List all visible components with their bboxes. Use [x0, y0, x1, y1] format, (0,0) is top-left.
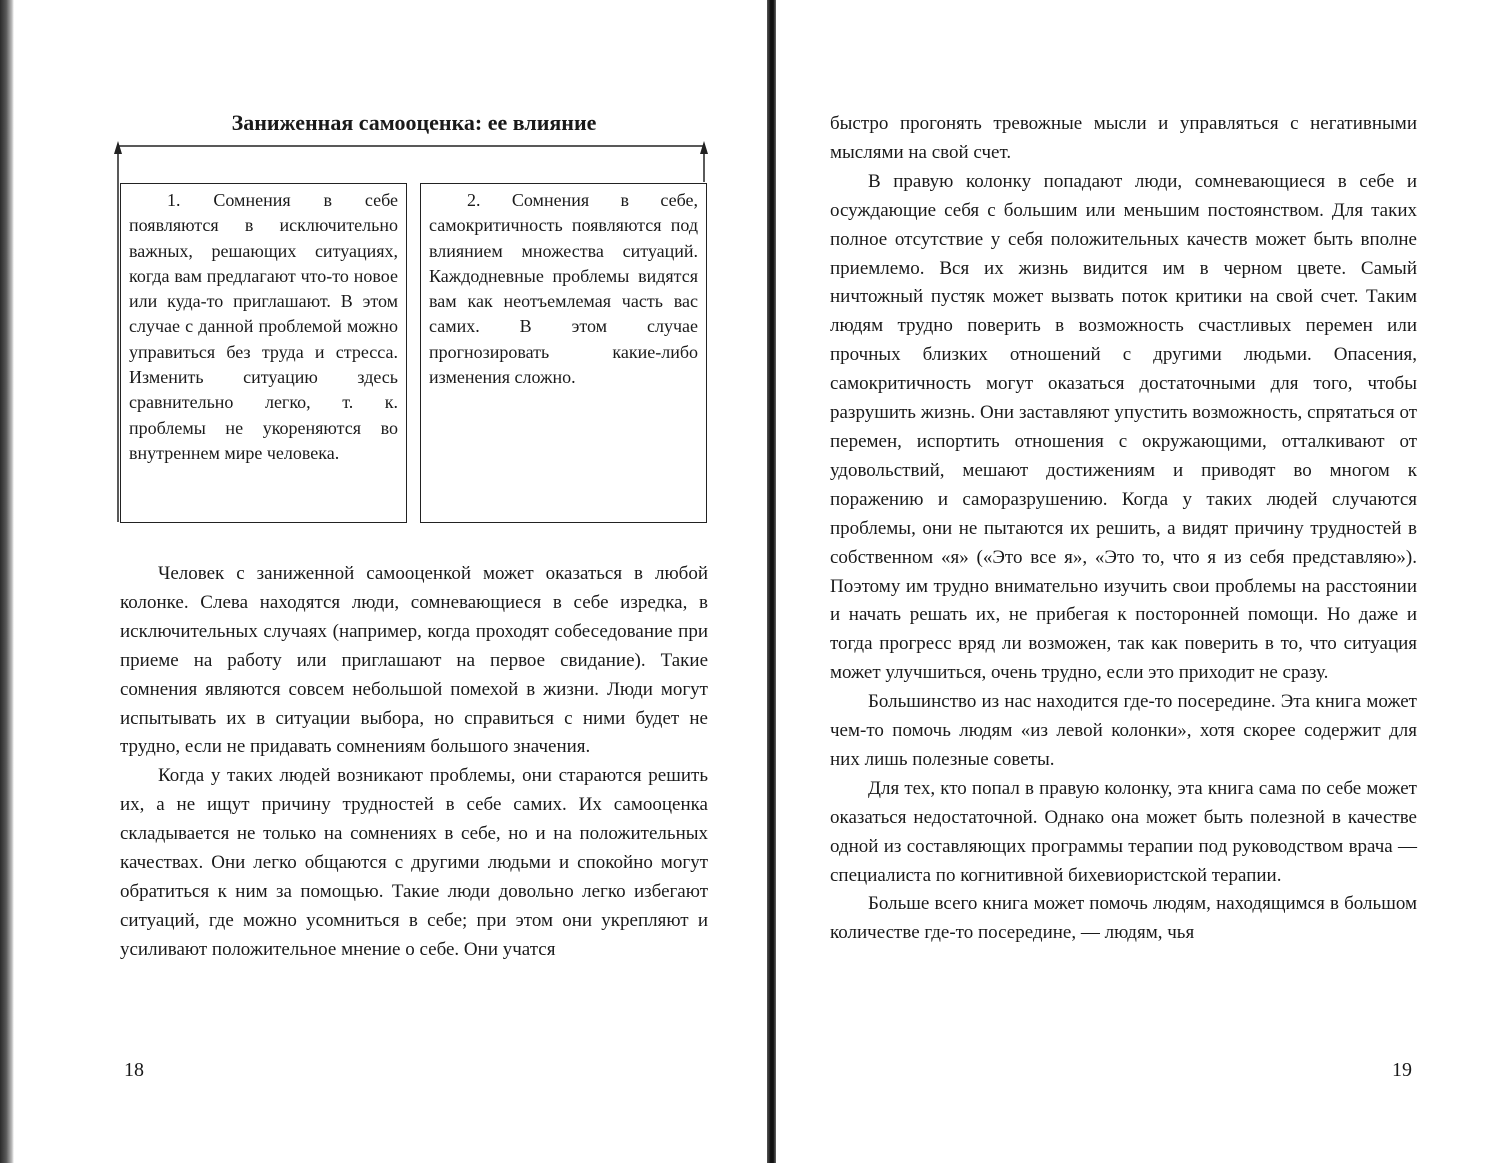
paragraph: Большинство из нас находится где-то посередине. Эта книга может чем-то помочь людям «из левой колонки», хотя скорее содержит для них лишь полезные советы. — [830, 691, 1417, 770]
page-number-right: 19 — [1392, 1059, 1412, 1081]
paragraph: Человек с заниженной самооценкой может оказаться в любой колонке. Слева находятся люди, сомневающиеся в себе изредка, в исключительных случаях (например, когда проходят собеседование при приеме на работу или приглашают на первое свидание). Такие сомнения являются совсем небольшой помехой в жизни. Люди могут испытывать их в ситуации выбора, но справиться с ними будет не трудно, если не придавать сомнениям большого значения. — [120, 563, 708, 758]
diagram-heading: Заниженная самооценка: ее влияние — [231, 110, 597, 135]
diagram-box-left: 1. Сомнения в себе появляются в исключительно важных, решающих ситуациях, когда вам предлагают что-то новое или куда-то приглашают. В этом случае с данной проблемой можно управиться без труда и стресса. Изменить ситуацию здесь сравнительно легко, т. к. проблемы не укореняются во внутреннем мире человека. — [120, 183, 407, 523]
paragraph: Для тех, кто попал в правую колонку, эта книга сама по себе может оказаться недостаточной. Однако она может быть полезной в качестве одной из составляющих программы терапии под руководством врача — специалиста по когнитивной бихевиористской терапии. — [830, 777, 1417, 886]
arrowhead-left-icon — [114, 141, 122, 154]
page-number-left: 18 — [124, 1059, 144, 1081]
book-spine-shadow — [767, 0, 776, 1163]
right-body-text — [830, 110, 1417, 948]
diagram-box-right: 2. Сомнения в себе, самокритичность появляются под влиянием множества ситуаций. Каждодневные проблемы видятся вам как неотъемлемая часть вас самих. В этом случае прогнозировать какие-либо изменения сложно. — [420, 183, 707, 523]
arrowhead-right-icon — [700, 141, 708, 154]
paragraph: Когда у таких людей возникают проблемы, они стараются решить их, а не ищут причину трудностей в себе самих. Их самооценка складывается не только на сомнениях в себе, но и на положительных качествах. Они легко общаются с другими людьми и спокойно могут обратиться к ним за помощью. Такие люди довольно легко избегают ситуаций, где можно усомниться в себе; при этом они укрепляют и усиливают положительное мнение о себе. Они учатся — [120, 765, 708, 960]
right-page — [776, 0, 1503, 1163]
paragraph: быстро прогонять тревожные мысли и управляться с негативными мыслями на свой счет. — [830, 113, 1417, 163]
paragraph: Больше всего книга может помочь людям, находящимся в большом количестве где-то посередине, — людям, чья — [830, 893, 1417, 944]
paragraph: В правую колонку попадают люди, сомневающиеся в себе и осуждающие себя с большим или меньшим постоянством. Для таких полное отсутствие у себя положительных качеств может быть вполне приемлемо. Вся их жизнь видится им в черном цвете. Самый ничтожный пустяк может вызвать поток критики на свой счет. Таким людям трудно поверить в возможность счастливых перемен или прочных близких отношений с другими людьми. Опасения, самокритичность могут оказаться достаточными для того, чтобы разрушить жизнь. Они заставляют упустить возможность, спрятаться от перемен, испортить отношения с окружающими, отталкивают от удовольствий, мешают достижениям и приводят во многом к поражению и саморазрушению. Когда у таких людей случаются проблемы, они не пытаются их решить, а видят причину трудностей в собственном «я» («Это все я», «Это то, что я из себя представляю»). Поэтому им трудно внимательно изучить свои проблемы на расстоянии и начать решать их, не прибегая к посторонней помощи. Но даже и тогда прогресс вряд ли возможен, так как поверить в то, что ситуация может улучшиться, очень трудно, если это приходит не сразу. — [830, 170, 1417, 684]
left-body-text — [120, 560, 708, 965]
